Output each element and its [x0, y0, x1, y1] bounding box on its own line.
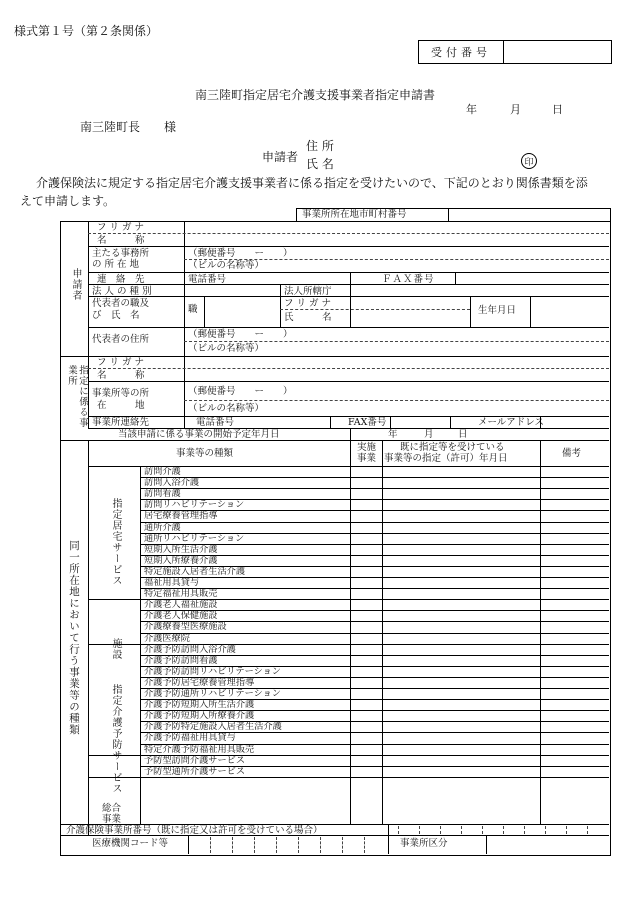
service-item: 訪問介護	[144, 466, 181, 477]
service-item: 特定福祉用具販売	[144, 588, 218, 600]
group-label-home-services: 指定居宅サービス	[110, 498, 121, 586]
service-item: 訪問看護	[144, 488, 181, 500]
applicant-label: 申請者	[262, 150, 299, 164]
types-section-label: 同一所在地において行う事業等の種類	[68, 540, 80, 736]
col-prior-1: 既に指定等を受けている	[400, 442, 505, 453]
office-address-label-2: 在 地	[97, 400, 145, 411]
date-year: 年	[466, 103, 477, 116]
col-implemented-2: 事業	[357, 453, 377, 464]
service-item: 介護予防居宅療養管理指導	[144, 676, 255, 688]
seal-mark: 印	[521, 153, 537, 169]
start-date-day: 日	[458, 429, 468, 440]
service-item: 介護予防訪問看護	[144, 654, 218, 666]
service-item: 介護予防短期入所療養介護	[144, 710, 255, 722]
service-item: 訪問リハビリテーション	[144, 499, 245, 511]
start-date-year: 年	[388, 429, 398, 440]
corp-type-label: 法 人 の 種 別	[92, 286, 152, 297]
rep-postal-field[interactable]: （郵便番号 ー ）	[188, 329, 293, 340]
col-type-header: 事業等の種類	[176, 448, 234, 459]
service-item: 介護予防訪問リハビリテーション	[144, 665, 281, 677]
main-office-label-2: の 所 在 地	[92, 259, 140, 270]
service-item: 通所リハビリテーション	[144, 532, 245, 544]
service-item: 短期入所生活介護	[144, 543, 218, 555]
facility-section-label: 指定に係る事業所	[66, 365, 88, 428]
office-class-label: 事業所区分	[400, 838, 448, 849]
rep-title-label-1: 代表者の職及	[92, 298, 150, 309]
building-name-field[interactable]: （ビルの名称等）	[188, 260, 265, 271]
contact-label: 連 絡 先	[97, 274, 145, 285]
service-item: 介護老人福祉施設	[144, 599, 218, 611]
email-label: メールアドレス	[478, 417, 545, 428]
service-item: 特定施設入居者生活介護	[144, 565, 246, 577]
body-text: 介護保険法に規定する指定居宅介護支援事業者に係る指定を受けたいので、下記のとおり関係書類を添えて申請します。	[20, 176, 588, 208]
rep-position-label: 職	[188, 304, 198, 315]
office-phone-label: 電話番号	[196, 417, 235, 428]
service-item: 介護予防福祉用具貸与	[144, 732, 236, 744]
name-label: 名 称	[97, 235, 145, 246]
service-item: 介護予防通所リハビリテーション	[144, 688, 281, 699]
service-item: 居宅療養管理指導	[144, 510, 218, 522]
service-item: 訪問入浴介護	[144, 477, 200, 489]
service-item: 短期入所療養介護	[144, 554, 218, 566]
service-item: 特定介護予防福祉用具販売	[144, 743, 255, 755]
corp-authority-label: 法人所轄庁	[284, 286, 332, 297]
office-postal-field[interactable]: （郵便番号 ー ）	[188, 386, 293, 397]
main-office-label-1: 主たる事務所	[92, 248, 150, 259]
service-item: 通所介護	[144, 521, 181, 533]
service-item: 予防型通所介護サービス	[144, 765, 246, 777]
rep-furigana-label: フ リ ガ ナ	[284, 298, 332, 309]
phone-label: 電話番号	[188, 274, 227, 285]
service-item: 介護療養型医療施設	[144, 621, 227, 633]
office-building-field[interactable]: （ビルの名称等）	[188, 403, 265, 414]
date-day: 日	[552, 103, 563, 116]
furigana-label: フ リ ガ ナ	[97, 222, 145, 233]
postal-code-field[interactable]: （郵便番号 ー ）	[188, 248, 293, 259]
service-item: 福祉用具貸与	[144, 577, 200, 588]
col-implemented-1: 実施	[357, 442, 377, 453]
birth-date-label: 生年月日	[478, 305, 517, 316]
office-address-label-1: 事業所等の所	[92, 388, 150, 399]
fax-label: ＦＡＸ番号	[382, 274, 435, 285]
group-label-facilities: 施設	[110, 638, 121, 660]
facility-name-label: 名 称	[97, 370, 145, 381]
col-remarks-header: 備考	[562, 448, 582, 459]
rep-address-label: 代表者の住所	[92, 334, 150, 345]
applicant-name-label: 氏 名	[306, 157, 334, 171]
rep-title-label-2: び 氏 名	[92, 310, 140, 321]
start-date-month: 月	[424, 429, 434, 440]
applicant-address-label: 住 所	[306, 139, 334, 153]
applicant-section-label: 申請者	[70, 268, 81, 301]
medical-code-label: 医療機関コード等	[92, 838, 169, 849]
group-label-comprehensive-2: 事業	[102, 814, 122, 825]
insurance-number-label: 介護保険事業所番号（既に指定又は許可を受けている場合）	[66, 825, 323, 836]
group-label-comprehensive-1: 総合	[102, 803, 122, 814]
rep-building-field[interactable]: （ビルの名称等）	[188, 343, 265, 354]
service-item: 介護老人保健施設	[144, 610, 218, 622]
office-fax-label: FAX番号	[348, 417, 387, 428]
office-contact-label: 事業所連絡先	[92, 417, 150, 428]
col-prior-2: 事業等の指定（許可）年月日	[384, 453, 508, 464]
form-id: 様式第１号（第２条関係）	[14, 24, 159, 38]
facility-furigana-label: フ リ ガ ナ	[97, 357, 145, 368]
receipt-number-label: 受付番号	[419, 41, 504, 63]
service-item: 介護医療院	[144, 632, 190, 644]
rep-name-label: 氏 名	[284, 312, 332, 323]
service-item: 介護予防訪問入浴介護	[144, 643, 236, 655]
date-month: 月	[510, 103, 521, 116]
form-title: 南三陸町指定居宅介護支援事業者指定申請書	[194, 88, 435, 102]
service-item: 介護予防短期入所生活介護	[144, 699, 255, 711]
group-label-preventive-services: 指定介護予防サービス	[110, 684, 121, 794]
service-item: 介護予防特定施設入居者生活介護	[144, 721, 282, 733]
municipality-code-label: 事業所所在地市町村番号	[302, 209, 407, 220]
start-date-label: 当該申請に係る事業の開始予定年月日	[118, 429, 280, 440]
service-item: 予防型訪問介護サービス	[144, 754, 246, 766]
addressee: 南三陸町長 様	[80, 120, 177, 134]
